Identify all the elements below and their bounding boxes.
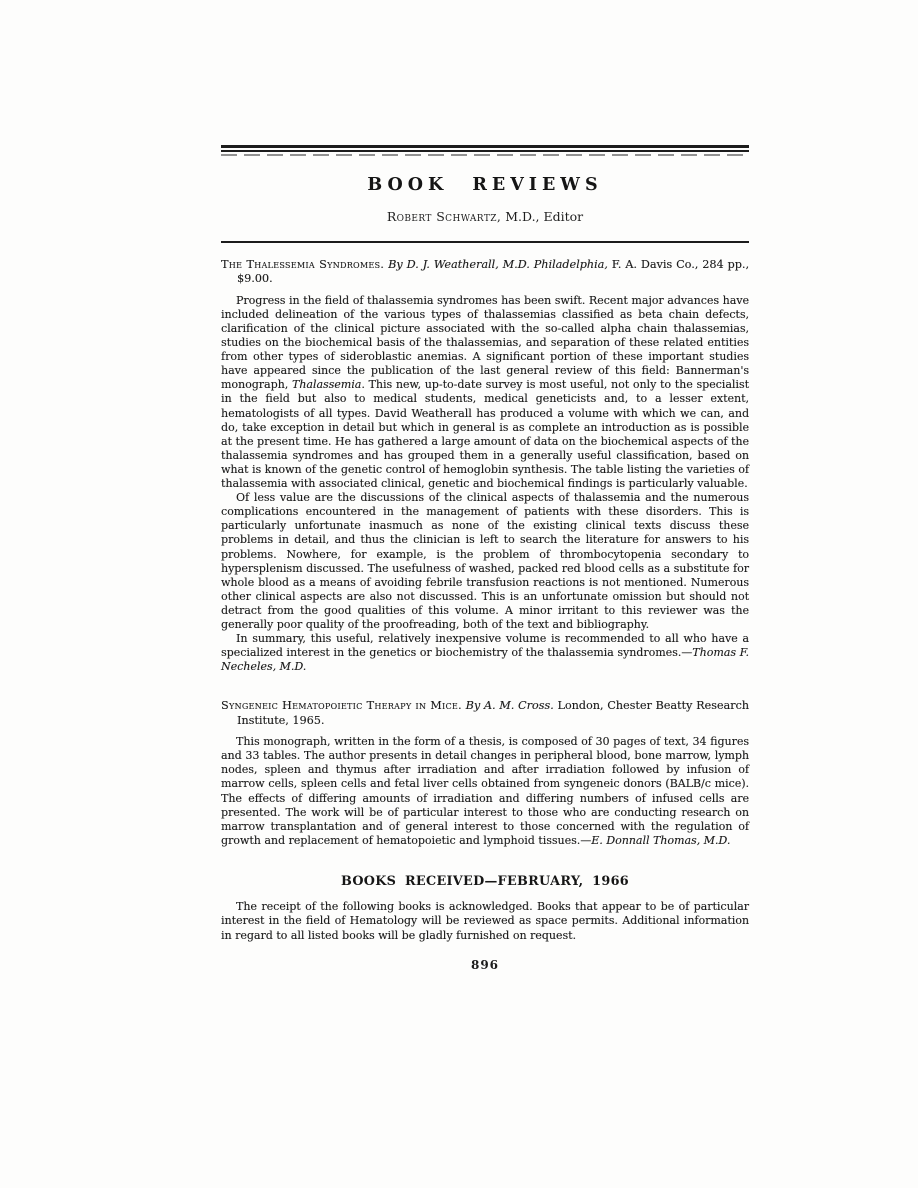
review-citation (221, 699, 749, 728)
text-segment: Thalassemia (291, 378, 362, 392)
text-segment: London, Chester Beatty Research Institute, 1965. (237, 699, 749, 727)
review-block (221, 258, 749, 674)
text-segment: Of less value are the discussions of the clinical aspects of thalassemia and the numerous complications encountered in the management of patients with these disorders. This is particularly unfortunate inasmuch as none of the existing clinical texts discuss these problems in detail, and thus the clinician is left to search the literature for answers to his problems. Nowhere, for example, is the problem of thrombocytopenia secondary to hypersplenism discussed. The usefulness of washed, packed red blood cells as a substitute for whole blood as a means of avoiding febrile transfusion reactions is not mentioned. Numerous other clinical aspects are also not discussed. This is an unfortunate omission but should not detract from the good qualities of this volume. A minor irritant to this reviewer was the generally poor quality of the proofreading, both of the text and bibliography. (221, 491, 749, 631)
review-paragraph (221, 294, 749, 491)
text-segment: . This new, up-to-date survey is most useful, not only to the specialist in the field but also to medical students, medical geneticists and, to a lesser extent, hematologists of all types. David Weatherall has produced a volume with which we can, and do, take exception in detail but which in general is as complete an introduction as is possible at the present time. He has gathered a large amount of data on the biochemical aspects of the thalassemia syndromes and has grouped them in a generally useful classification, based on what is known of the genetic control of hemoglobin synthesis. The table listing the varieties of thalassemia with associated clinical, genetic and biochemical findings is particularly valuable. (221, 378, 749, 491)
review-citation (221, 258, 749, 287)
text-segment: By A. M. Cross. (461, 699, 554, 713)
editor-name: Robert Schwartz, (386, 209, 502, 224)
review-block (221, 699, 749, 848)
review-paragraph (221, 491, 749, 632)
header-rule (221, 241, 749, 243)
review-paragraph (221, 632, 749, 674)
text-segment: This monograph, written in the form of a thesis, is composed of 30 pages of text, 34 figures and 33 tables. The author presents in detail changes in peripheral blood, bone marrow, lymph nodes, spleen and thymus after irradiation and after irradiation followed by infusion of marrow cells, spleen cells and fetal liver cells obtained from syngeneic donors (BALB/c mice). The effects of differing amounts of irradiation and differing numbers of infused cells are presented. The work will be of particular interest to those who are conducting research on marrow transplantation and of general interest to those concerned with the regulation of growth and replacement of hematopoietic and lymphoid tissues.— (221, 735, 749, 847)
page-number: 896 (470, 958, 500, 973)
text-segment: Thomas F. Necheles, M.D. (221, 646, 750, 674)
text-segment: The Thalessemia Syndromes. (221, 258, 385, 271)
text-segment: Progress in the field of thalassemia syndromes has been swift. Recent major advances have included delineation of the various types of thalassemias classified as beta chain defects, clarification of the clinical picture associated with the so-called alpha chain thalassemias, studies on the biochemical basis of the thalassemias, and separation of these related entities from other types of sideroblastic anemias. A significant portion of these important studies have appeared since the publication of the last general review of this field: Bannerman's monograph, (221, 293, 749, 392)
books-received-paragraph: The receipt of the following books is acknowledged. Books that appear to be of particular interest in the field of Hematology will be reviewed as space permits. Additional information in regard to all listed books will be gladly furnished on request. (221, 899, 749, 942)
text-segment: Syngeneic Hematopoietic Therapy in Mice. (221, 699, 462, 713)
top-dash-rule (221, 154, 749, 156)
content-column (221, 145, 749, 972)
top-double-rule (221, 145, 749, 152)
text-segment: By D. J. Weatherall, M.D. Philadelphia, (384, 258, 608, 271)
page-title: BOOK REVIEWS (367, 175, 603, 195)
editor-suffix: M.D., Editor (501, 209, 584, 224)
book-reviews-section (221, 258, 749, 848)
review-paragraph (221, 735, 749, 848)
text-segment: F. A. Davis Co., 284 pp., $9.00. (237, 258, 749, 286)
text-segment: E. Donnall Thomas, M.D. (591, 833, 731, 847)
books-received-heading: BOOKS RECEIVED—FEBRUARY, 1966 (341, 873, 629, 889)
text-segment: In summary, this useful, relatively inexpensive volume is recommended to all who have a specialized interest in the genetics or biochemistry of the thalassemia syndromes.— (221, 632, 749, 660)
editor-line (221, 209, 749, 224)
